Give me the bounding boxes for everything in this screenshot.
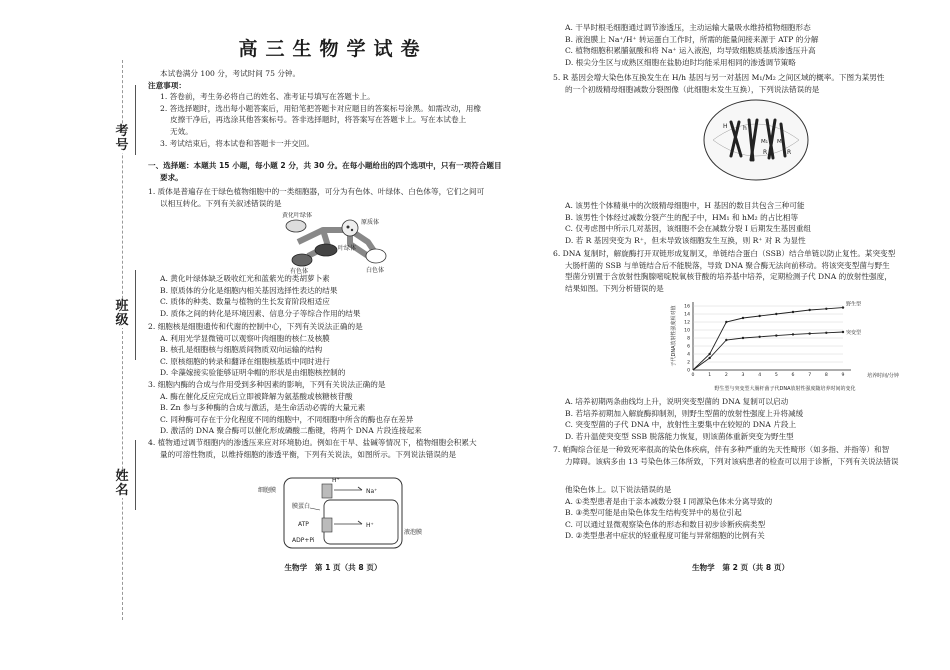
question-line: 大肠杆菌的 SSB 与单链结合后不能脱落，导致 DNA 聚合酶无法向前移动。将该突变型菌与野生: [565, 260, 890, 270]
chart-title: 野生型与突变型大肠杆菌子代DNA放射性强度随培养时间的变化: [714, 386, 856, 392]
option: D. 伞藻嫁接实验能够证明伞帽的形状是由细胞核控制的: [160, 368, 346, 378]
fig4-label: H⁺: [332, 477, 340, 484]
chart-point: [725, 321, 727, 323]
chart-y-tick-label: 16: [684, 304, 690, 310]
question-4: [148, 437, 518, 460]
chart-series-label: 突变型: [846, 330, 862, 336]
leucoplast-shape: [366, 249, 386, 263]
fig1-label: 白色体: [366, 267, 385, 274]
chart-x-tick-label: 3: [741, 373, 745, 378]
question-line: 5. R 基因会增大染色体互换发生在 H/h 基因与另一对基因 M₁/M₂ 之间区域的概率。下图为某男性: [553, 73, 885, 82]
chart-x-tick-label: 4: [758, 373, 762, 378]
intro-line: 无效。: [170, 126, 193, 136]
chart-y-tick-label: 12: [684, 320, 690, 326]
question-line: 3. 细胞内酶的合成与作用受到多种因素的影响，下列有关说法正确的是: [148, 380, 386, 389]
chart-y-tick-label: 8: [687, 336, 690, 342]
chart-x-axis-label: 培养时间/分钟: [867, 373, 899, 379]
option: C. 原核细胞的转录和翻译在细胞核基质中同时进行: [160, 356, 330, 366]
chart-x-tick-label: 8: [824, 373, 828, 378]
question-line: 他染色体上。以下说法错误的是: [565, 485, 672, 494]
chart-y-tick-label: 14: [684, 312, 690, 318]
chart-point: [742, 337, 744, 339]
option: B. 核孔是细胞核与细胞质间物质双向运输的结构: [160, 345, 323, 355]
option: C. 可以通过显微观察染色体的形态和数目初步诊断疾病类型: [565, 519, 766, 529]
option: A. 培养初期两条曲线均上升，说明突变型菌的 DNA 复制可以启动: [565, 397, 789, 406]
instructions: [148, 68, 518, 149]
option: A. 干旱时根毛细胞通过调节渗透压，主动运输大量吸水维持植物细胞形态: [565, 23, 811, 32]
fig4-label: ADP+Pi: [292, 537, 315, 544]
proplastid-shape: [342, 220, 358, 236]
chart-point: [758, 315, 760, 317]
cell-outline-shape: [704, 100, 808, 180]
chart-point: [825, 332, 827, 334]
notice-heading: 注意事项：: [148, 80, 186, 90]
question-line: 型菌分别置于含放射性胸腺嘧啶脱氧核苷酸的培养基中培养，定期检测子代 DNA 的放射性强度，: [565, 272, 892, 282]
question-6: [553, 248, 928, 294]
fig5-label: M₂: [777, 139, 784, 145]
fig5-label: M₁: [761, 139, 768, 145]
chart-x-tick-label: 1: [708, 373, 712, 378]
question-6-options: [553, 396, 928, 442]
option: A. 酶在催化反应完成后立即被降解为氨基酸或核糖核苷酸: [160, 391, 353, 401]
fig4-label: ATP: [298, 521, 309, 528]
fig4-label: 液泡膜: [404, 529, 423, 536]
option: B. ③类型可能是由染色体发生结构变异中的易位引起: [565, 508, 742, 518]
membrane-transport-diagram: [258, 470, 428, 552]
fig5-label: H: [723, 123, 728, 130]
question-line: 量的可溶性物质，以维持细胞的渗透平衡，下列有关说法，如图所示。下列说法错误的是: [160, 449, 457, 459]
intro-line: 3. 考试结束后，将本试卷和答题卡一并交回。: [160, 138, 314, 148]
chart-point: [842, 331, 844, 333]
chart-x-tick-label: 7: [808, 373, 812, 378]
question-line: 7. 帕陶综合征是一种致死率很高的染色体疾病，伴有多种严重的先天性畸形（如多指、并指等）和智: [553, 445, 890, 454]
option: C. 质体的种类、数量与植物的生长发育阶段相适应: [160, 297, 330, 307]
intro-line: 1. 答卷前，考生务必将自己的姓名、准考证号填写在答题卡上。: [160, 92, 375, 102]
chart-y-tick-label: 6: [687, 344, 690, 350]
question-2: [148, 321, 518, 379]
question-line: 4. 植物通过调节细胞内的渗透压来应对环境胁迫。例如在干旱、盐碱等情况下，植物细胞会积累大: [148, 438, 477, 447]
chart-series-line: [693, 308, 843, 370]
meiosis-cell-diagram: [701, 98, 811, 182]
option: A. 利用光学显微镜可以观察叶肉细胞的核仁及核膜: [160, 333, 330, 343]
chart-point: [842, 306, 844, 308]
fig4-label: Na⁺: [366, 488, 378, 495]
chart-point: [708, 357, 710, 359]
chart-point: [725, 339, 727, 341]
chart-point: [758, 336, 760, 338]
fig5-label: R: [763, 149, 768, 156]
option: B. 液泡膜上 Na⁺/H⁺ 转运蛋白工作时，所需的能量间接来源于 ATP 的分解: [565, 34, 819, 44]
option: C. 突变型菌的子代 DNA 中，放射性主要集中在较短的 DNA 片段上: [565, 420, 797, 430]
fill-line-exam-number: [135, 85, 136, 155]
intro-line: 皮擦干净后，再选涂其他答案标号。答非选择题时，将答案写在答题卡上。写在本试卷上: [170, 115, 467, 125]
fig4-label: H⁺: [366, 522, 374, 529]
question-7: [553, 444, 928, 467]
option: D. 根尖分生区与成熟区细胞在盐胁迫时均能采用相同的渗透调节策略: [565, 57, 796, 67]
chart-point: [742, 317, 744, 319]
chart-y-tick-label: 10: [684, 328, 690, 334]
plastid-diagram: [268, 212, 408, 274]
section-heading-line: 一、选择题：本题共 15 小题，每小题 2 分，共 30 分。在每小题给出的四个选项中，只有一项符合题目: [148, 161, 502, 170]
question-5-options: [553, 200, 928, 246]
page-footer-2: 生物学 第 2 页（共 8 页）: [691, 563, 790, 572]
option: B. 若培养初期加入解旋酶抑制剂，则野生型菌的放射性强度上升将减缓: [565, 408, 804, 418]
intro-line: 2. 答选择题时，选出每小题答案后，用铅笔把答题卡对应题目的答案标号涂黑。如需改动，用橡: [160, 103, 481, 113]
chart-point: [808, 309, 810, 311]
question-3: [148, 379, 518, 437]
vacuole-membrane-shape: [324, 500, 398, 544]
option: D. 若升温使突变型 SSB 脱落能力恢复，则该菌体重新突变为野生型: [565, 431, 794, 441]
chart-point: [792, 333, 794, 335]
membrane-protein-shape: [322, 484, 332, 498]
chart-point: [792, 311, 794, 313]
question-5: [553, 72, 928, 95]
option: C. 植物细胞积累脯氨酸和将 Na⁺ 运入液泡，均导致细胞质基质渗透压升高: [565, 46, 816, 56]
chart-y-tick-label: 2: [687, 360, 690, 366]
option: C. 同种酶可存在于分化程度不同的细胞中，不同细胞中所含的酶也存在差异: [160, 414, 414, 424]
fill-line-class: [135, 270, 136, 360]
chart-point: [808, 332, 810, 334]
question-line: 1. 质体是普遍存在于绿色植物细胞中的一类细胞器，可分为有色体、叶绿体、白色体等，它们之间可: [148, 187, 485, 196]
option: A. 该男性个体精巢中的次级精母细胞中，H 基因的数目共包含三种可能: [565, 201, 805, 210]
question-line: 力障碍。该病多由 13 号染色体三体所致，下列对该病患者的检查可以用于诊断，下列有关说法错误: [565, 456, 899, 466]
question-1-options: [148, 273, 518, 319]
question-line: 以相互转化。下列有关叙述错误的是: [160, 198, 282, 208]
section-heading: [148, 160, 518, 183]
exam-title: 高三生物学试卷: [238, 38, 428, 60]
chart-series-label: 野生型: [846, 301, 862, 308]
chart-y-axis-label: 子代DNA放射性强度相对值: [671, 305, 677, 367]
dna-radioactivity-chart: [653, 296, 913, 396]
option: A. ①类型患者是由于亲本减数分裂 I 同源染色体未分离导致的: [565, 496, 773, 506]
question-line: 的一个初级精母细胞减数分裂图像（此细胞未发生互换），下列说法错误的是: [565, 84, 820, 94]
chloroplast-shape: [315, 244, 337, 256]
option: B. 原质体的分化是细胞内相关基因选择性表达的结果: [160, 285, 338, 295]
fig1-label: 有色体: [290, 268, 309, 274]
question-line: 结果如图。下列分析错误的是: [565, 283, 664, 293]
chart-x-tick-label: 9: [841, 373, 845, 378]
fig5-label: R: [787, 149, 792, 156]
option: B. Zn 参与多种酶的合成与激活，是生命活动必需的大量元素: [160, 403, 366, 413]
question-line: 6. DNA 复制时，解旋酶打开双链形成复制叉，单链结合蛋白（SSB）结合单链以防止复性。某突变型: [553, 249, 896, 258]
question-4-options: [553, 22, 928, 68]
fig4-label: 细胞膜: [258, 487, 277, 494]
question-7-continued: [553, 484, 928, 542]
fig1-label: 黄化叶绿体: [282, 212, 313, 219]
option: A. 黄化叶绿体缺乏吸收红光和蓝紫光的类胡萝卜素: [160, 274, 330, 283]
option: D. 若 R 基因突变为 R⁺，但未导致该细胞发生互换，则 R⁺ 对 R 为显性: [565, 235, 806, 245]
chart-point: [708, 353, 710, 355]
binding-gutter: [0, 0, 148, 670]
chart-x-tick-label: 2: [724, 373, 728, 378]
fill-line-name: [135, 440, 136, 510]
option: D. ②类型患者中症状的轻重程度可能与异常细胞的比例有关: [565, 531, 765, 541]
question-1: [148, 186, 518, 209]
chart-series-line: [693, 332, 843, 370]
chart-x-tick-label: 6: [791, 373, 795, 378]
chart-y-tick-label: 4: [687, 352, 690, 358]
question-line: 2. 细胞核是细胞遗传和代谢的控制中心，下列有关说法正确的是: [148, 322, 363, 331]
section-heading-line: 要求。: [160, 172, 183, 182]
fig4-label: 膜蛋白: [292, 503, 311, 510]
option: C. 仅考虑图中所示几对基因，该细胞不会在减数分裂 I 后期发生基因重组: [565, 224, 812, 234]
gutter-label-name: 姓名: [113, 470, 131, 498]
chart-y-tick-label: 0: [687, 368, 690, 374]
chart-point: [775, 313, 777, 315]
page-footer-1: 生物学 第 1 页（共 8 页）: [284, 563, 382, 572]
proton-pump-shape: [322, 518, 332, 532]
gutter-label-exam-number: 考号: [113, 125, 131, 153]
chart-x-tick-label: 0: [691, 373, 695, 378]
chart-point: [825, 308, 827, 310]
gutter-label-class: 班级: [113, 300, 131, 328]
fig1-label: 叶绿体: [338, 245, 357, 252]
etiolated-chloroplast-shape: [286, 220, 306, 232]
chart-svg: [653, 296, 913, 396]
option: B. 该男性个体经过减数分裂产生的配子中，HM₁ 和 hM₂ 的占比相等: [565, 212, 799, 222]
option: D. 激活的 DNA 聚合酶可以催化形成磷酸二酯键，将两个 DNA 片段连接起来: [160, 426, 422, 436]
fig1-label: 原质体: [361, 219, 380, 226]
fig5-label: h: [743, 125, 747, 132]
chart-x-tick-label: 5: [774, 373, 778, 378]
intro-line: 本试卷满分 100 分，考试时间 75 分钟。: [160, 69, 301, 78]
chromoplast-shape: [292, 254, 312, 266]
option: D. 质体之间的转化是环境因素、信息分子等综合作用的结果: [160, 308, 361, 318]
chart-point: [775, 334, 777, 336]
